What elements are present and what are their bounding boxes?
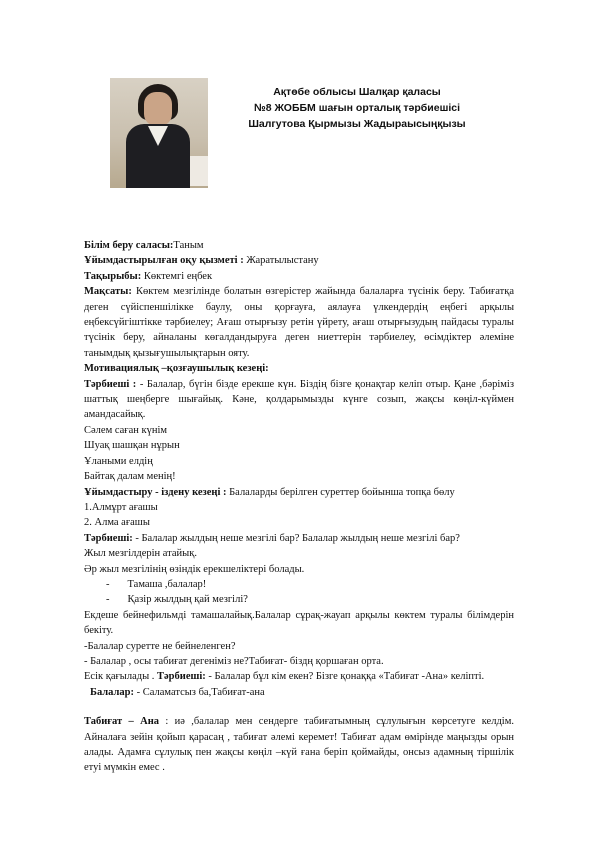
motivation-heading: Мотивациялық –қозғаушылық кезеңі: [84, 363, 269, 375]
children-label: Балалар: [90, 686, 134, 698]
group-item: 1.Алмұрт ағашы [84, 501, 158, 513]
header-line-1: Ақтөбе облысы Шалқар қаласы [273, 86, 441, 98]
mother-nature-text: : иә ,балалар мен сендерге табиғатымның сұлулығын көрсетуге келдім. Айналаға зейін қойып қарасаң , табиғат әлемі керемет! Табиғат адам өмірінде маңызды орын алады. Адамға сұлулық пен жақсы көңіл –күй ғана беріп қоймайды, онсыз адамның тіршілік етуі мүмкін емес . [84, 716, 514, 774]
topic-label: Тақырыбы: [84, 270, 142, 282]
education-area [84, 238, 514, 253]
topic-value: Көктемгі еңбек [141, 270, 213, 282]
children-text: - Саламатсыз ба,Табиғат-ана [134, 686, 265, 698]
group-item: 2. Алма ағашы [84, 517, 150, 529]
poem-line: Байтақ далам менің! [84, 471, 176, 483]
dash-item: - Қазір жылдың қай мезгілі? [106, 594, 248, 606]
education-area-label: Білім беру саласы: [84, 240, 174, 251]
spacer [84, 700, 514, 714]
nature-question: - Балалар , осы табиғат дегеніміз не?Табиғат- біздң қоршаған орта. [84, 655, 384, 667]
mother-nature-paragraph [84, 714, 514, 776]
teacher-greeting-text: - Балалар, бүгін бізде ерекше күн. Біздің бізге қонақтар келіп отыр. Қане ,бәріміз шаттық шеңберге шығайық. Кәне, қолдарымызды күнге созып, жақсы көңіл-күймен амандасайық. [84, 378, 514, 421]
picture-question: -Балалар суретте не бейнеленген? [84, 640, 236, 652]
activity-value: Жаратылыстану [243, 255, 319, 267]
goal-paragraph [84, 284, 514, 361]
mother-nature-label: Табиғат – Ана [84, 716, 160, 728]
teacher-label: Тәрбиеші : [84, 378, 137, 390]
lesson-plan-body [84, 238, 514, 776]
teacher-question-line [84, 531, 514, 546]
video-paragraph: Екдеше бейнефильмді тамашалайық.Балалар сұрақ-жауап арқылы көктем туралы білімдерін бекіту. [84, 609, 514, 637]
header-line-2: №8 ЖОББМ шағын орталық тәрбиешісі [253, 102, 460, 114]
seasons-line: Жыл мезгілдерін атайық. [84, 548, 197, 560]
poem-line: Сәлем саған күнім [84, 424, 168, 436]
education-area-value: Таным [173, 240, 204, 251]
header-line-3: Шалгутова Қырмызы Жадыраысыңқызы [248, 118, 466, 130]
poem-line: Шуақ шашқан нұрын [84, 440, 180, 452]
topic-line [84, 269, 514, 284]
organization-value: Балаларды берілген суреттер бойынша топқа бөлу [226, 486, 455, 498]
organization-label: Ұйымдастыру - іздену кезеңі : [84, 486, 227, 498]
door-teacher-text: - Балалар бұл кім екен? Бізге қонаққа «Табиғат -Ана» келіпті. [205, 671, 485, 683]
door-teacher-label: Тәрбиеші: [157, 671, 206, 683]
dash-item-text: Тамаша ,балалар! [127, 578, 207, 590]
goal-text: Көктем мезгілінде болатын өзгерістер жайында балаларға түсінік беру. Табиғатқа деген сүйіспеншілікке баулу, оны қорғауға, аялауға үлкендердің еңбегі арқылы еңбексүйгіштікке тәрбиелеу; Ағаш отырғызу ретін үйрету, ағаш отырғызудың пайдасы туралы түсінік беру, айналаны көгалдандыруға деген ниеттерін тәрбиелеу, өсімдіктер әлеміне танымдық қызығушылықтарын ояту. [84, 286, 514, 359]
teacher-photo [110, 78, 208, 188]
door-paragraph [84, 669, 514, 684]
photo-face [144, 92, 172, 126]
organization-line [84, 485, 514, 500]
question-teacher-label: Тәрбиеші: [84, 532, 133, 544]
teacher-greeting-paragraph [84, 377, 514, 423]
door-text: Есік қағылады . [84, 671, 155, 683]
goal-label: Мақсаты: [84, 286, 132, 298]
dash-item-text: Қазір жылдың қай мезгілі? [127, 594, 248, 606]
question-teacher-text: - Балалар жылдың неше мезгілі бар? Балалар жылдың неше мезгілі бар? [132, 532, 460, 544]
activity-label: Ұйымдастырылған оқу қызметі : [84, 255, 244, 267]
activity-line [84, 253, 514, 268]
dash-item: - Тамаша ,балалар! [106, 578, 207, 590]
poem-line: Ұлаными елдің [84, 455, 153, 467]
children-line [84, 685, 514, 700]
document-header [232, 84, 482, 132]
features-line: Әр жыл мезгілінің өзіндік ерекшеліктері болады. [84, 563, 305, 575]
